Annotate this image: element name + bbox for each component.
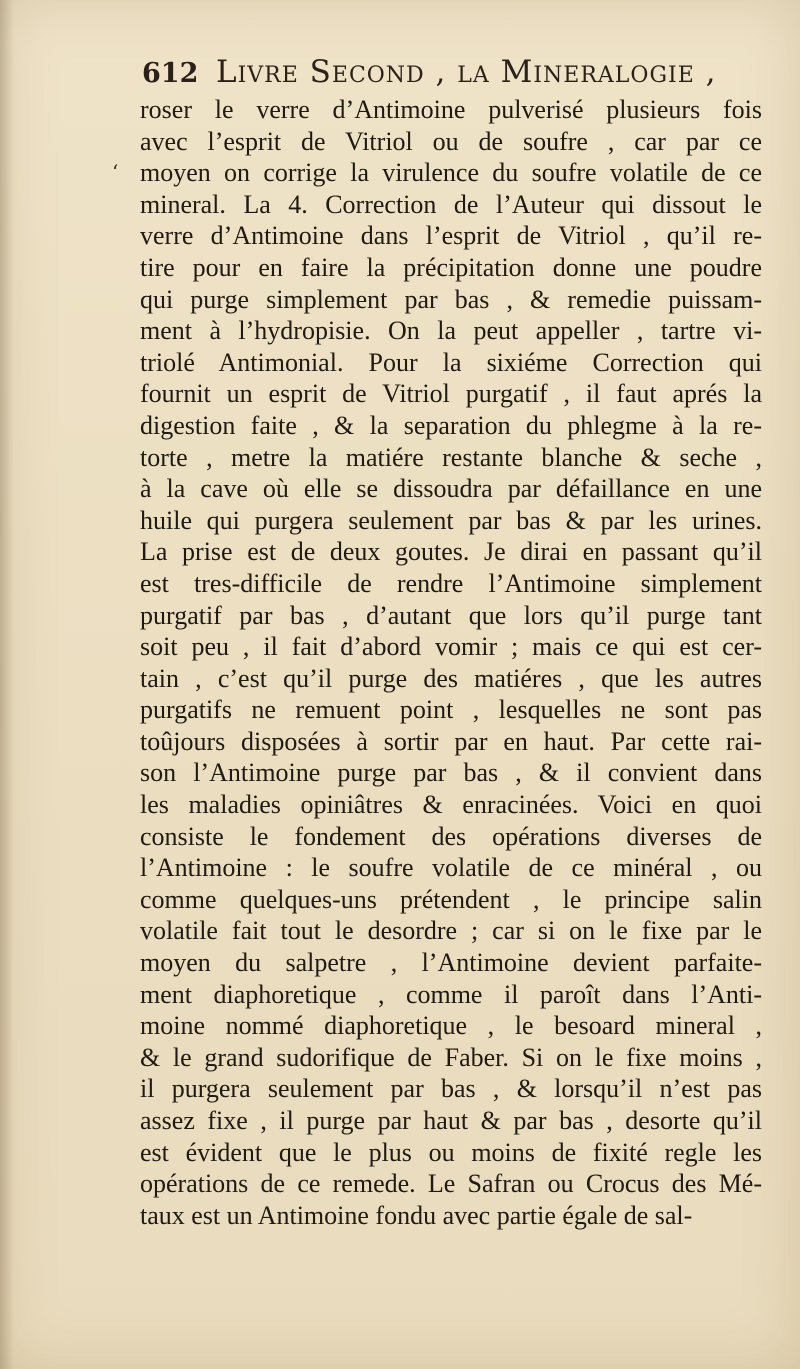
text-line: son l’Antimoine purge par bas , & il convient dans	[140, 758, 762, 788]
text-line: moyen on corrige la virulence du soufre volatile de ce	[140, 158, 762, 188]
text-line: qui purge simplement par bas , & remedie puissam-	[140, 284, 762, 314]
text-line: les maladies opiniâtres & enracinées. Voici en quoi	[140, 790, 762, 820]
text-line: moyen du salpetre , l’Antimoine devient parfaite-	[140, 948, 762, 978]
text-line: soit peu , il fait d’abord vomir ; mais ce qui est cer-	[140, 632, 762, 662]
text-line: mineral. La 4. Correction de l’Auteur qui dissout le	[140, 189, 762, 219]
body-text	[140, 94, 762, 1231]
text-line: toûjours disposées à sortir par en haut. Par cette rai-	[140, 726, 762, 756]
text-line: est tres-difficile de rendre l’Antimoine simplement	[140, 568, 762, 598]
text-line: il purgera seulement par bas , & lorsqu’il n’est pas	[140, 1074, 762, 1104]
text-line: moine nommé diaphoretique , le besoard mineral ,	[140, 1011, 762, 1041]
text-line: purgatifs ne remuent point , lesquelles ne sont pas	[140, 695, 762, 725]
text-line: tire pour en faire la précipitation donne une poudre	[140, 252, 762, 282]
text-line: comme quelques-uns prétendent , le principe salin	[140, 884, 762, 914]
text-line: avec l’esprit de Vitriol ou de soufre , car par ce	[140, 126, 762, 156]
text-line: à la cave où elle se dissoudra par défaillance en une	[140, 474, 762, 504]
text-line: & le grand sudorifique de Faber. Si on le fixe moins ,	[140, 1042, 762, 1072]
text-line: l’Antimoine : le soufre volatile de ce minéral , ou	[140, 853, 762, 883]
text-line: opérations de ce remede. Le Safran ou Crocus des Mé-	[140, 1169, 762, 1199]
text-line: assez fixe , il purge par haut & par bas , desorte qu’il	[140, 1106, 762, 1135]
text-line: ment diaphoretique , comme il paroît dans l’Anti-	[140, 979, 762, 1009]
text-line: ment à l’hydropisie. On la peut appeller , tartre vi-	[140, 316, 762, 346]
text-line: huile qui purgera seulement par bas & par les urines.	[140, 505, 762, 535]
text-line: purgatif par bas , d’autant que lors qu’il purge tant	[140, 600, 762, 630]
text-line: verre d’Antimoine dans l’esprit de Vitriol , qu’il re-	[140, 221, 762, 251]
text-line: La prise est de deux goutes. Je dirai en passant qu’il	[140, 537, 762, 567]
running-head: Livre Second , la Mineralogie ,	[216, 54, 717, 90]
text-line: tain , c’est qu’il purge des matiéres , que les autres	[140, 663, 762, 693]
text-line: taux est un Antimoine fondu avec partie égale de sal-	[140, 1200, 693, 1230]
text-line: roser le verre d’Antimoine pulverisé plusieurs fois	[140, 95, 762, 124]
text-line: volatile fait tout le desordre ; car si on le fixe par le	[140, 916, 762, 946]
text-line: est évident que le plus ou moins de fixité regle les	[140, 1137, 762, 1167]
text-line: consiste le fondement des opérations diverses de	[140, 821, 762, 851]
text-line: triolé Antimonial. Pour la sixiéme Correction qui	[140, 347, 762, 377]
text-line: fournit un esprit de Vitriol purgatif , il faut aprés la	[140, 379, 762, 409]
text-line: torte , metre la matiére restante blanche & seche ,	[140, 442, 762, 472]
text-line: digestion faite , & la separation du phlegme à la re-	[140, 410, 762, 440]
page-header	[136, 52, 736, 96]
margin-mark: ‘	[112, 160, 119, 184]
page-number: 612	[142, 58, 199, 89]
